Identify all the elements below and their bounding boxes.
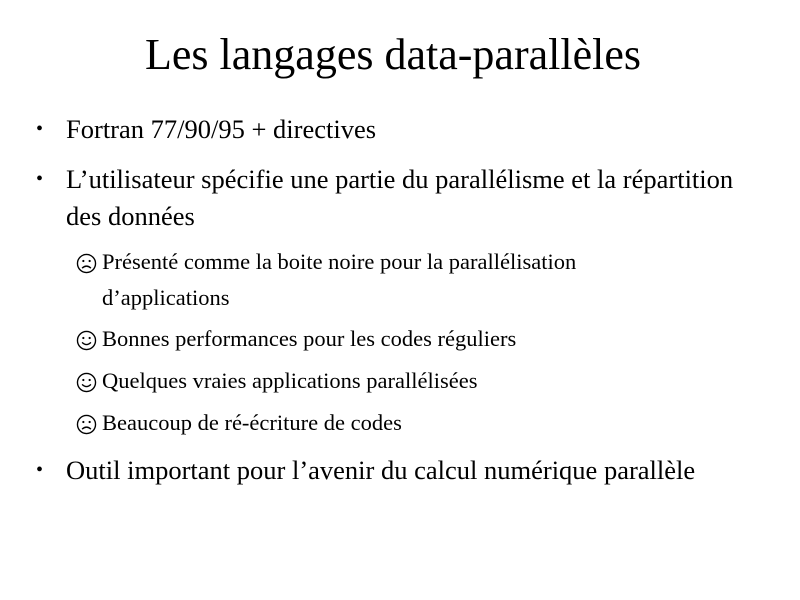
sub-bullet-text: Présenté comme la boite noire pour la parallélisation d’applications [102,249,577,310]
sub-bullet-item [102,405,702,441]
bullet-text: Outil important pour l’avenir du calcul numérique parallèle [66,455,696,485]
sub-bullet-item [102,363,702,399]
frown-face-icon [76,414,97,435]
sub-bullet-item [102,321,702,357]
bullet-item [36,161,756,235]
bullet-text: L’utilisateur spécifie une partie du parallélisme et la répartition des données [66,164,734,231]
smile-face-icon [76,372,97,393]
bullet-text: Fortran 77/90/95 + directives [66,114,377,144]
slide-title: Les langages data-parallèles [145,30,641,79]
bullet-dot: • [36,459,44,481]
sub-bullet-item [102,244,702,316]
bullet-item [36,452,756,489]
bullet-dot: • [36,168,44,190]
sub-bullet-text: Bonnes performances pour les codes réguliers [102,326,517,351]
smile-face-icon [76,330,97,351]
frown-face-icon [76,253,97,274]
bullet-item [36,111,756,148]
sub-bullet-text: Beaucoup de ré-écriture de codes [102,410,402,435]
sub-bullet-text: Quelques vraies applications parallélisées [102,368,478,393]
bullet-dot: • [36,118,44,140]
